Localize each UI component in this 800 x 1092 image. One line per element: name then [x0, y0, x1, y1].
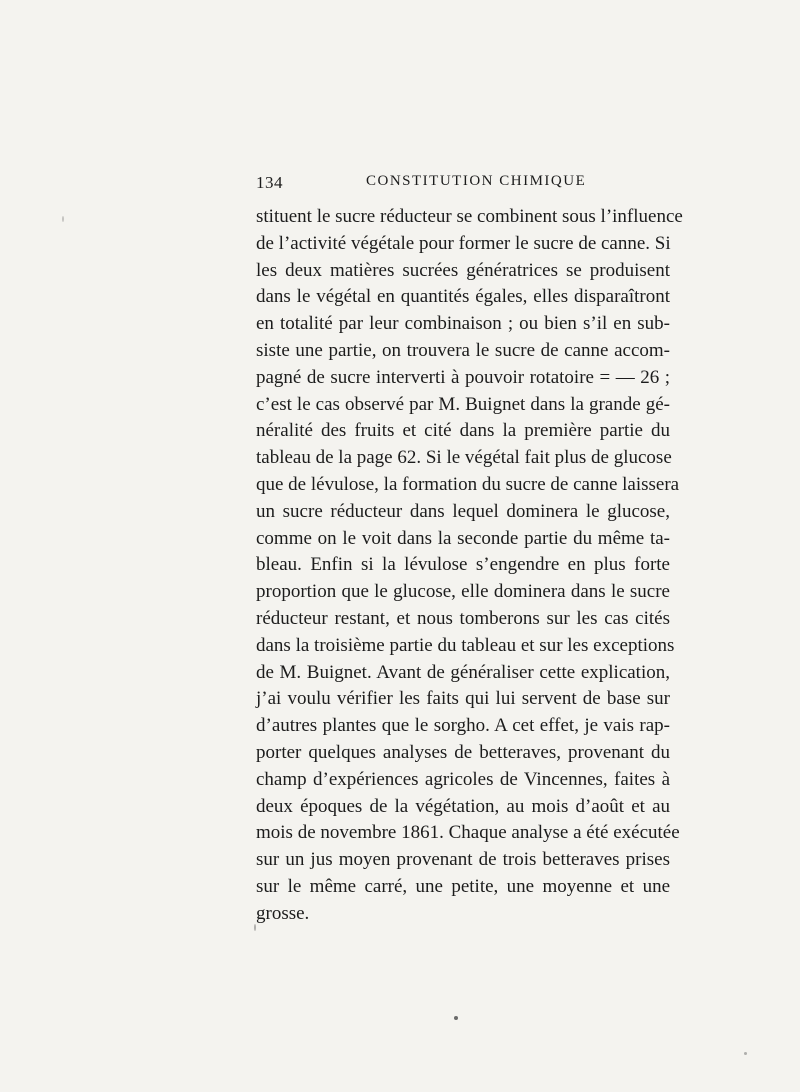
- text-line: les deux matières sucrées génératrices se produisent: [256, 259, 670, 281]
- text-line: deux époques de la végétation, au mois d’août et au: [256, 795, 670, 817]
- text-line: dans la troisième partie du tableau et sur les exceptions: [256, 634, 675, 656]
- running-head: [256, 173, 670, 197]
- running-title: CONSTITUTION CHIMIQUE: [366, 173, 587, 189]
- text-line: un sucre réducteur dans lequel dominera le glucose,: [256, 500, 670, 522]
- body-text: [256, 204, 683, 928]
- text-line: bleau. Enfin si la lévulose s’engendre en plus forte: [256, 554, 670, 576]
- text-line: tableau de la page 62. Si le végétal fait plus de glucose: [256, 447, 672, 469]
- text-line: sur un jus moyen provenant de trois betteraves prises: [256, 849, 670, 871]
- paper-speck: [254, 924, 256, 931]
- paper-speck: [454, 1016, 458, 1020]
- text-line: j’ai voulu vérifier les faits qui lui servent de base sur: [256, 688, 670, 710]
- text-line: stituent le sucre réducteur se combinent sous l’influence: [256, 206, 683, 227]
- text-line: porter quelques analyses de betteraves, provenant du: [256, 741, 670, 763]
- text-line: d’autres plantes que le sorgho. A cet effet, je vais rap-: [256, 715, 670, 737]
- text-line: sur le même carré, une petite, une moyenne et une: [256, 875, 670, 897]
- text-line: réducteur restant, et nous tomberons sur les cas cités: [256, 607, 670, 629]
- text-line: en totalité par leur combinaison ; ou bien s’il en sub-: [256, 313, 670, 335]
- text-line: que de lévulose, la formation du sucre de canne laissera: [256, 473, 680, 495]
- text-line: siste une partie, on trouvera le sucre de canne accom-: [256, 339, 670, 361]
- text-line: grosse.: [256, 902, 310, 924]
- text-line: proportion que le glucose, elle dominera dans le sucre: [256, 581, 670, 603]
- text-line: dans le végétal en quantités égales, elles disparaîtront: [256, 286, 670, 308]
- paper-speck: [744, 1052, 747, 1055]
- page-number: 134: [256, 173, 283, 192]
- text-line: champ d’expériences agricoles de Vincennes, faites à: [256, 768, 670, 790]
- text-line: comme on le voit dans la seconde partie du même ta-: [256, 527, 670, 549]
- text-line: pagné de sucre interverti à pouvoir rotatoire = — 26 ;: [256, 366, 670, 388]
- text-line: c’est le cas observé par M. Buignet dans la grande gé-: [256, 393, 670, 415]
- text-line: de M. Buignet. Avant de généraliser cette explication,: [256, 661, 670, 683]
- text-line: néralité des fruits et cité dans la première partie du: [256, 420, 670, 442]
- text-line: mois de novembre 1861. Chaque analyse a été exécutée: [256, 822, 680, 844]
- text-line: de l’activité végétale pour former le sucre de canne. Si: [256, 232, 671, 254]
- paper-speck: [62, 216, 64, 222]
